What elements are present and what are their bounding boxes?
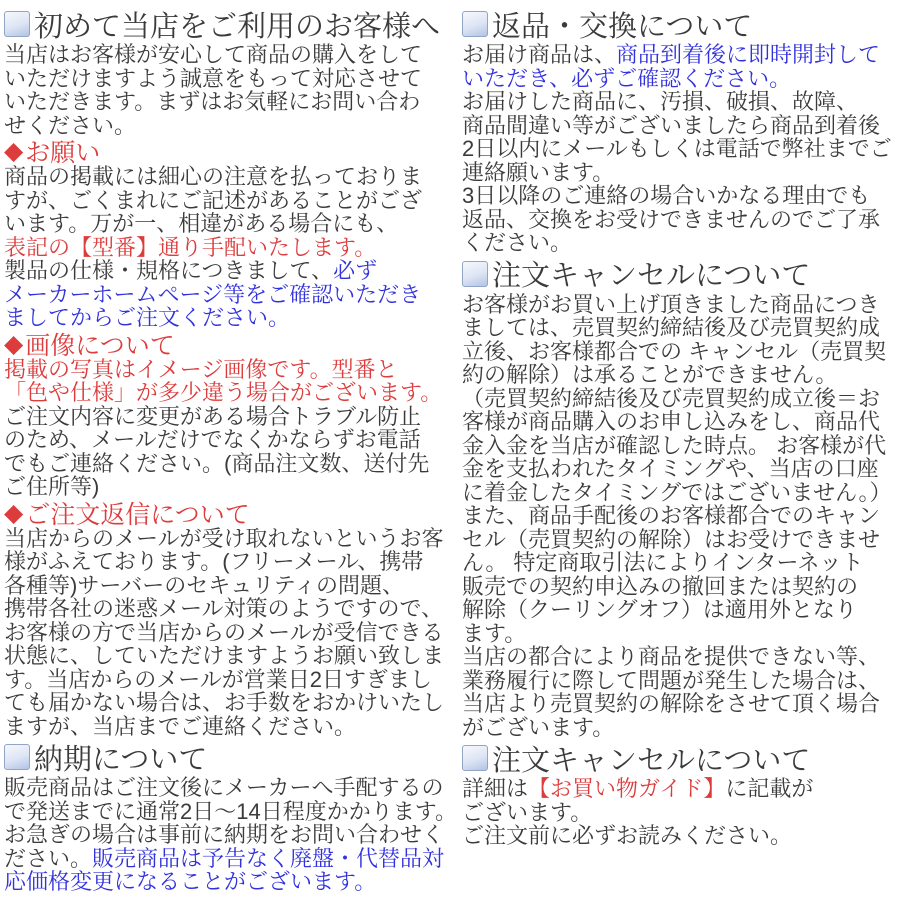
text-segment: 当店より売買契約の解除をさせて頂く場合	[462, 691, 881, 716]
text-line	[4, 165, 452, 189]
text-segment: 掲載の写真はイメージ画像です。型番と	[4, 356, 398, 382]
text-line	[4, 90, 452, 114]
text-line	[4, 67, 452, 91]
text-segment: 応価格変更になることがございます。	[4, 869, 377, 894]
text-segment: すが、ごくまれにご記述があることがござ	[4, 187, 423, 213]
text-line	[4, 776, 452, 800]
text-line	[462, 363, 900, 387]
square-icon	[4, 11, 30, 37]
text-segment: 「色や仕様」が多少違う場合がございます。	[4, 380, 443, 405]
text-segment: 返品、交換をお受けできませんのでご了承	[462, 206, 881, 232]
text-segment: ございます。	[462, 799, 593, 825]
text-line	[462, 801, 900, 825]
text-segment: 当店からのメールが受け取れないというお客	[4, 525, 444, 551]
text-segment: ご住所等)	[4, 474, 100, 499]
text-line	[462, 43, 900, 67]
text-line	[4, 358, 452, 382]
text-line	[462, 575, 900, 599]
text-segment: ください。	[462, 230, 573, 255]
text-segment: 金を支払われたタイミングや、当店の口座	[462, 456, 879, 481]
text-line	[4, 381, 452, 405]
text-segment: 必ず	[333, 258, 378, 283]
text-segment: のため、メールだけでなくかならずお電話	[4, 427, 421, 452]
text-line	[4, 597, 452, 621]
text-segment: （売買契約締結後及び売買契約成立後＝お	[462, 385, 881, 411]
text-line	[4, 715, 452, 739]
text-segment: 商品の掲載には細心の注意を払っておりま	[4, 164, 423, 189]
text-segment: 2日以内にメールもしくは電話で弊社までご	[462, 136, 892, 161]
text-line	[462, 184, 900, 208]
text-segment: ましてからご注文ください。	[4, 305, 291, 330]
text-line	[4, 43, 452, 67]
section-title: 返品・交換について	[492, 10, 753, 43]
text-segment: 商品到着後に即時開封して	[616, 42, 881, 67]
text-line	[4, 798, 457, 824]
text-line	[4, 428, 452, 452]
text-segment: 金入金を当店が確認した時点。 お客様が代	[462, 432, 887, 458]
text-segment: ださい。	[4, 845, 93, 871]
text-segment: に着金したタイミングではございません。）	[462, 479, 892, 505]
text-line	[4, 550, 452, 574]
text-segment: 【お買い物ガイド】	[528, 776, 726, 801]
text-segment: 販売商品は予告なく廃盤・代替品対	[92, 845, 445, 871]
text-segment: 商品間違い等がございましたら商品到着後	[462, 112, 881, 138]
text-line	[462, 645, 900, 669]
text-segment: います。万が一、相違がある場合にも、	[4, 211, 399, 236]
section-title: 注文キャンセルについて	[492, 260, 811, 292]
text-segment: 3日以降のご連絡の場合いかなる理由でも	[462, 183, 871, 208]
text-segment: 詳細は	[462, 776, 529, 801]
text-line	[462, 824, 900, 848]
text-line	[462, 208, 900, 232]
text-segment: お急ぎの場合は事前に納期をお問い合わせく	[4, 822, 445, 847]
diamond-icon: ◆	[4, 329, 24, 358]
section-title: 納期について	[34, 743, 208, 776]
text-line	[4, 259, 452, 283]
text-segment: メーカーホームページ等をご確認いただき	[4, 281, 422, 307]
text-line	[4, 644, 452, 668]
text-line	[462, 90, 900, 114]
text-segment: 約の解除）は承ることができません。	[462, 362, 838, 387]
section-title: お願い	[25, 139, 101, 167]
text-line	[4, 668, 452, 692]
diamond-icon: ◆	[4, 498, 24, 527]
text-line	[462, 114, 900, 138]
text-segment: 様がふえております。(フリーメール、携帯	[4, 549, 424, 574]
text-line	[462, 316, 900, 340]
text-segment: ん。 特定商取引法によりインターネット	[462, 550, 864, 575]
section-heading	[4, 5, 452, 43]
text-line	[4, 823, 452, 847]
text-line	[462, 387, 900, 411]
section-heading	[462, 255, 900, 293]
text-line	[462, 410, 900, 434]
text-segment: セル（売買契約の解除）はお受けできませ	[462, 526, 881, 552]
text-segment: で発送までに通常2日～14日程度かかります。	[4, 798, 457, 824]
text-segment: ますが、当店までご連絡ください。	[4, 713, 357, 739]
text-segment: ご注文前に必ずお読みください。	[462, 823, 793, 848]
text-segment: お客様がお買い上げ頂きました商品につき	[462, 291, 880, 317]
text-segment: 表記の【型番】通り手配いたします。	[4, 234, 377, 260]
text-segment: 販売での契約申込みの撤回または契約の	[462, 573, 859, 599]
text-line	[4, 452, 452, 476]
text-segment: また、商品手配後のお客様都合でのキャン	[462, 503, 881, 528]
text-segment: いただき、必ずご確認ください。	[462, 65, 792, 91]
text-segment: 各種等)サーバーのセキュリティの問題、	[4, 572, 405, 598]
text-line	[462, 340, 900, 364]
text-line	[462, 504, 900, 528]
text-segment: ます。	[462, 620, 527, 646]
square-icon	[462, 745, 488, 771]
section-title: 画像について	[25, 331, 175, 360]
text-line	[462, 669, 900, 693]
text-segment: 携帯各社の迷惑メール対策のようですので、	[4, 596, 444, 621]
text-line	[462, 481, 900, 505]
text-segment: ても届かない場合は、お手数をおかけいたし	[4, 690, 445, 715]
text-segment: 業務履行に際して問題が発生した場合は、	[462, 667, 881, 693]
text-line	[462, 622, 900, 646]
section-title: 注文キャンセルについて	[492, 744, 811, 777]
section-heading	[4, 738, 452, 776]
text-segment: いただきます。まずはお気軽にお問い合わ	[4, 89, 421, 114]
text-line	[4, 847, 452, 871]
text-segment: 客様が商品購入のお申し込みをし、商品代	[462, 409, 881, 434]
text-line	[462, 716, 900, 740]
text-line	[462, 528, 900, 552]
text-line	[462, 434, 900, 458]
text-segment: ご注文内容に変更がある場合トラブル防止	[4, 403, 422, 429]
text-line	[462, 161, 900, 185]
text-segment: に記載が	[725, 776, 814, 801]
column-right	[452, 0, 900, 900]
text-segment: がございます。	[462, 714, 615, 740]
text-segment: いただけますよう誠意をもって対応させて	[4, 65, 423, 91]
text-line	[462, 777, 900, 801]
text-segment: ましては、売買契約締結後及び売買契約成	[462, 315, 881, 340]
text-line	[4, 574, 452, 598]
text-line	[462, 67, 900, 91]
text-segment: でもご連絡ください。(商品注文数、送付先	[4, 450, 430, 476]
section-heading	[462, 5, 900, 43]
section-title: ご注文返信について	[25, 500, 250, 529]
text-segment: 解除（クーリングオフ）は適用外となり	[462, 597, 857, 622]
text-segment: 立後、お客様都合での キャンセル（売買契	[462, 338, 887, 364]
sub-section-heading	[4, 330, 452, 358]
text-segment: す。当店からのメールが営業日2日すぎまし	[4, 666, 433, 692]
text-line	[4, 189, 452, 213]
text-line	[4, 405, 452, 429]
text-line	[4, 212, 452, 236]
square-icon	[4, 744, 30, 770]
text-segment: 当店の都合により商品を提供できない等、	[462, 644, 881, 669]
sub-section-heading	[4, 499, 452, 527]
text-line	[462, 231, 900, 255]
text-segment: お届けした商品に、汚損、破損、故障、	[462, 89, 859, 114]
text-segment: お届け商品は、	[462, 42, 617, 67]
text-line	[4, 621, 452, 645]
text-segment: 状態に、していただけますようお願い致しま	[4, 643, 445, 668]
square-icon	[462, 261, 488, 287]
sub-section-heading	[4, 137, 452, 165]
text-line	[4, 283, 452, 307]
text-line	[462, 457, 900, 481]
text-line	[462, 551, 900, 575]
section-heading	[462, 739, 900, 777]
text-segment: せください。	[4, 112, 137, 138]
text-segment: 製品の仕様・規格につきまして、	[4, 258, 334, 283]
text-line	[4, 870, 452, 894]
text-segment: 当店はお客様が安心して商品の購入をして	[4, 42, 423, 67]
text-line	[462, 598, 900, 622]
section-title: 初めて当店をご利用のお客様へ	[34, 10, 441, 43]
text-line	[4, 527, 452, 551]
text-segment: 販売商品はご注文後にメーカーへ手配するの	[4, 775, 444, 800]
square-icon	[462, 11, 488, 37]
text-segment: 連絡願います。	[462, 159, 615, 185]
text-line	[4, 691, 452, 715]
text-line	[462, 293, 900, 317]
diamond-icon: ◆	[4, 137, 24, 165]
text-line	[4, 236, 452, 260]
text-line	[462, 137, 900, 161]
text-line	[462, 692, 900, 716]
text-segment: お客様の方で当店からのメールが受信できる	[4, 619, 444, 645]
